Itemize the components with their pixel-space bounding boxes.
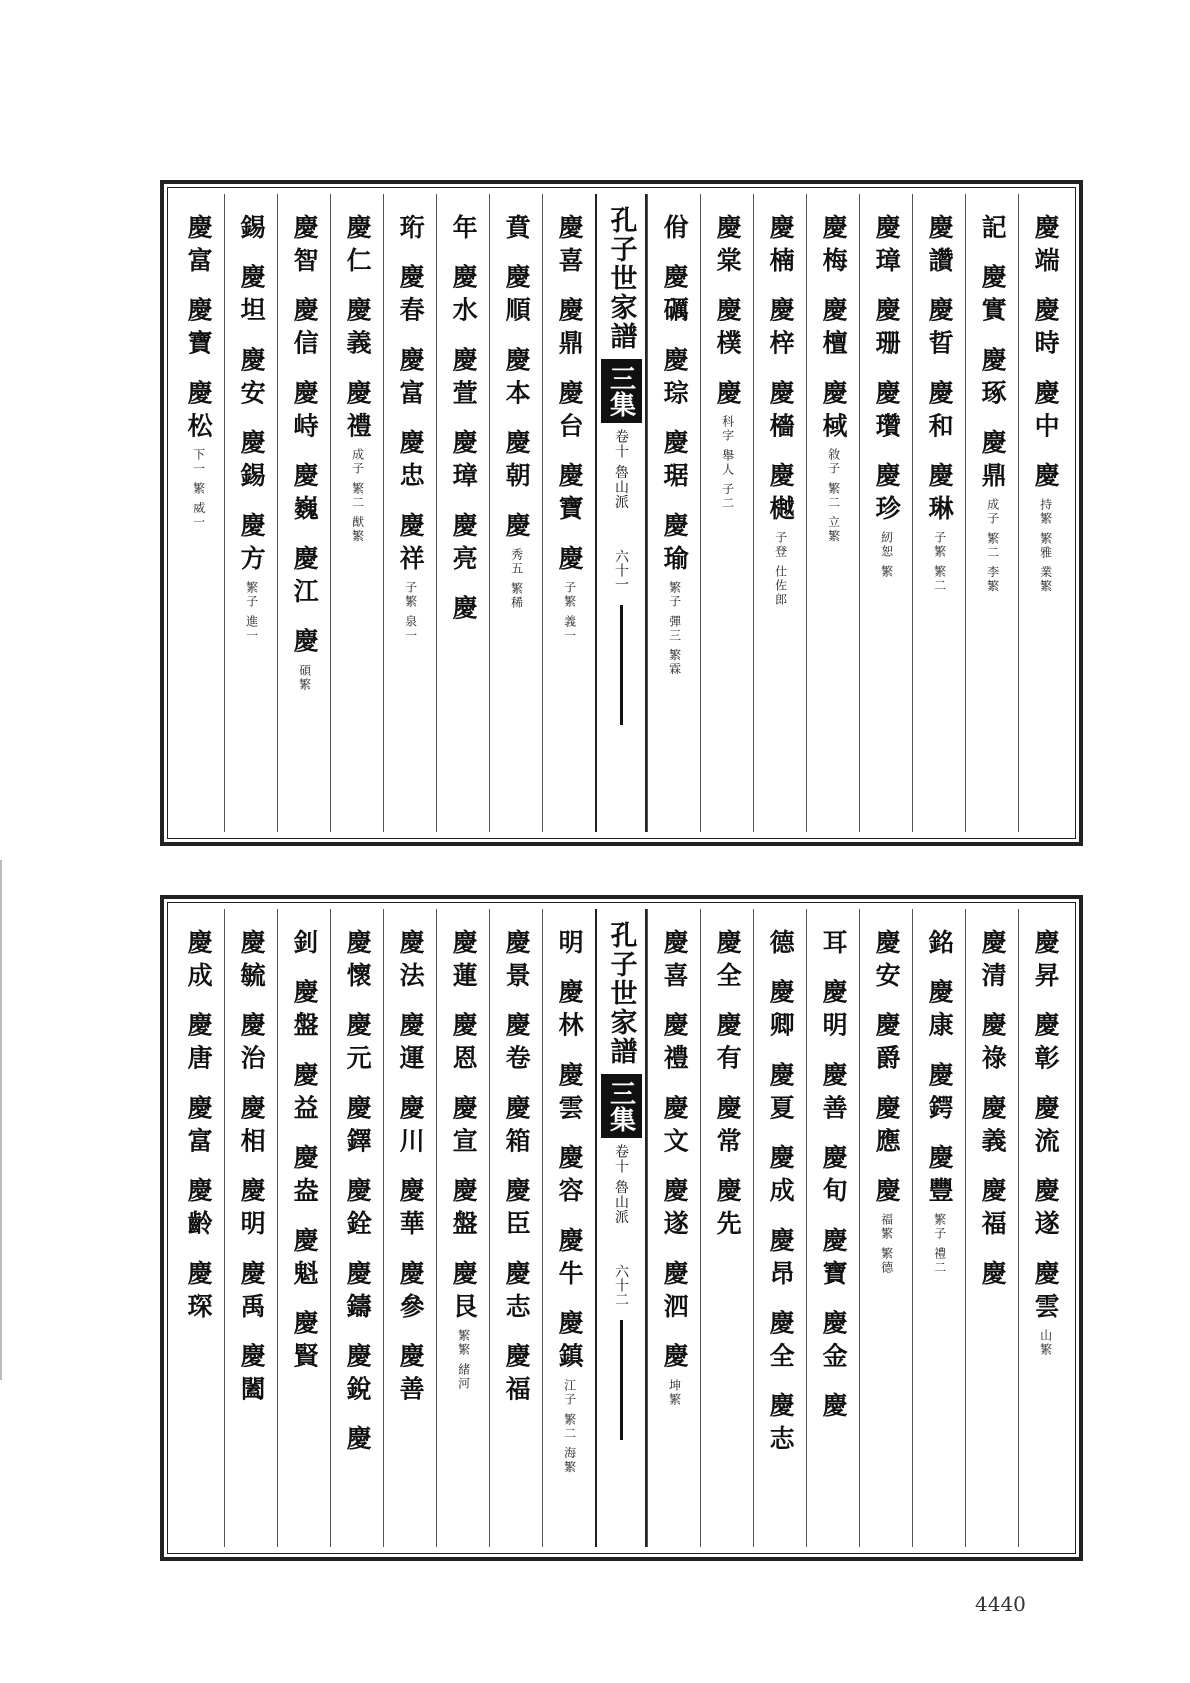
name-entries: 慶安 慶爵 慶應 慶	[872, 929, 902, 1211]
text-column	[330, 909, 383, 1547]
text-column	[172, 909, 224, 1547]
text-column	[965, 909, 1018, 1547]
name-entries: 德 慶卿 慶夏 慶成 慶昂 慶全 慶志	[766, 929, 796, 1459]
leaf-number: 六十一	[613, 549, 629, 592]
name-entries: 記 慶實 慶琢 慶鼎	[978, 214, 1008, 496]
scan-edge-mark	[0, 860, 2, 1380]
fishtail-rule	[620, 1320, 623, 1440]
text-column	[383, 194, 436, 832]
name-entries: 慶端 慶時 慶中 慶	[1031, 214, 1061, 496]
name-entries: 慶棠 慶樸 慶	[713, 214, 743, 413]
text-column	[806, 194, 859, 832]
name-entries: 慶璋 慶珊 慶瓚 慶珍	[872, 214, 902, 529]
annotation: 江子 繁二 海繁	[562, 1378, 577, 1475]
text-column	[647, 194, 700, 832]
text-column	[277, 909, 330, 1547]
title-column	[595, 194, 647, 832]
text-column	[753, 194, 806, 832]
name-entries: 釗 慶盤 慶益 慶盎 慶魁 慶賢	[290, 929, 320, 1376]
name-entries: 錫 慶坦 慶安 慶錫 慶方	[237, 214, 267, 578]
text-column	[489, 194, 542, 832]
volume-label: 卷十 魯山派	[613, 1144, 629, 1225]
text-column	[1018, 909, 1071, 1547]
name-entries: 慶昇 慶彰 慶流 慶遂 慶雲	[1031, 929, 1061, 1326]
text-column	[753, 909, 806, 1547]
name-entries: 珩 慶春 慶富 慶忠 慶祥	[396, 214, 426, 578]
text-column	[224, 909, 277, 1547]
annotation: 繁子 彈三 繁霖	[667, 580, 682, 677]
name-entries: 慶蓮 慶恩 慶宣 慶盤 慶艮	[449, 929, 479, 1326]
name-entries: 慶楠 慶梓 慶檣 慶樾	[766, 214, 796, 529]
text-column	[542, 909, 595, 1547]
annotation: 繁子 禮二	[932, 1213, 947, 1275]
text-column	[383, 909, 436, 1547]
annotation: 子繁 繁二	[932, 531, 947, 593]
name-entries: 慶讚 慶晢 慶和 慶琳	[925, 214, 955, 529]
text-column	[330, 194, 383, 832]
annotation: 秀五 繁稀	[509, 547, 524, 610]
annotation: 紉恕 繁	[879, 531, 894, 579]
text-column	[489, 909, 542, 1547]
column-grid	[172, 909, 1071, 1547]
text-column	[542, 194, 595, 832]
genealogy-page-bottom	[160, 895, 1083, 1561]
name-entries: 耳 慶明 慶善 慶旬 慶寶 慶金 慶	[819, 929, 849, 1426]
text-column	[965, 194, 1018, 832]
text-column	[277, 194, 330, 832]
name-entries: 慶喜 慶禮 慶文 慶遂 慶泗 慶	[660, 929, 690, 1376]
annotation: 山繁	[1038, 1328, 1053, 1357]
annotation: 成子 繁二 猷繁	[350, 448, 365, 545]
name-entries: 慶法 慶運 慶川 慶華 慶參 慶善	[396, 929, 426, 1409]
text-column	[912, 194, 965, 832]
annotation: 子繁 泉一	[403, 580, 418, 643]
name-entries: 慶成 慶唐 慶富 慶齡 慶琛	[184, 929, 214, 1326]
leaf-number: 六十二	[613, 1264, 629, 1307]
title-column	[595, 909, 647, 1547]
text-column	[859, 194, 912, 832]
annotation: 下一 繁 威一	[191, 448, 206, 531]
book-title: 孔子世家譜	[605, 206, 637, 351]
text-column	[436, 909, 489, 1547]
text-column	[647, 909, 700, 1547]
text-column	[172, 194, 224, 832]
name-entries: 銘 慶康 慶鍔 慶豐	[925, 929, 955, 1211]
volume-label: 卷十 魯山派	[613, 429, 629, 510]
name-entries: 慶仁 慶義 慶禮	[343, 214, 373, 446]
name-entries: 慶景 慶卷 慶箱 慶臣 慶志 慶福	[502, 929, 532, 1409]
column-grid	[172, 194, 1071, 832]
name-entries: 佾 慶礪 慶琮 慶琚 慶瑜	[660, 214, 690, 578]
annotation: 持繁 繁雅 業繁	[1038, 498, 1053, 594]
name-entries: 慶富 慶寶 慶松	[184, 214, 214, 446]
text-column	[912, 909, 965, 1547]
name-entries: 賁 慶順 慶本 慶朝 慶	[502, 214, 532, 545]
text-column	[700, 909, 753, 1547]
annotation: 成子 繁二 李繁	[985, 498, 1000, 594]
name-entries: 慶懷 慶元 慶鐸 慶銓 慶鑄 慶銳 慶	[343, 929, 373, 1459]
name-entries: 慶毓 慶治 慶相 慶明 慶禹 慶闔	[237, 929, 267, 1409]
text-column	[700, 194, 753, 832]
annotation: 子登 仕佐郎	[773, 531, 788, 607]
name-entries: 慶梅 慶檀 慶棫	[819, 214, 849, 446]
annotation: 繁繁 緒河	[456, 1328, 471, 1391]
annotation: 子繁 義一	[562, 580, 577, 643]
book-title: 孔子世家譜	[605, 921, 637, 1066]
name-entries: 明 慶林 慶雲 慶容 慶牛 慶鎮	[555, 929, 585, 1376]
text-column	[224, 194, 277, 832]
collection-label: 三集	[601, 1074, 642, 1138]
annotation: 科字 舉人 子二	[720, 415, 735, 512]
name-entries: 慶全 慶有 慶常 慶先	[713, 929, 743, 1244]
header-fragment	[230, 6, 950, 24]
annotation: 坤繁	[667, 1378, 682, 1407]
text-column	[859, 909, 912, 1547]
page-number: 4440	[975, 1592, 1026, 1616]
annotation: 敘子 繁二 立繁	[826, 448, 841, 545]
collection-label: 三集	[601, 359, 642, 423]
text-column	[436, 194, 489, 832]
text-column	[1018, 194, 1071, 832]
annotation: 繁子 進一	[244, 580, 259, 643]
annotation: 碩繁	[297, 663, 312, 692]
name-entries: 慶清 慶祿 慶義 慶福 慶	[978, 929, 1008, 1293]
annotation: 福繁 繁德	[879, 1213, 894, 1275]
name-entries: 慶喜 慶鼎 慶台 慶寶 慶	[555, 214, 585, 578]
text-column	[806, 909, 859, 1547]
fishtail-rule	[620, 605, 623, 725]
genealogy-page-top	[160, 180, 1083, 846]
name-entries: 慶智 慶信 慶峙 慶巍 慶江 慶	[290, 214, 320, 661]
name-entries: 年 慶水 慶萱 慶璋 慶亮 慶	[449, 214, 479, 628]
